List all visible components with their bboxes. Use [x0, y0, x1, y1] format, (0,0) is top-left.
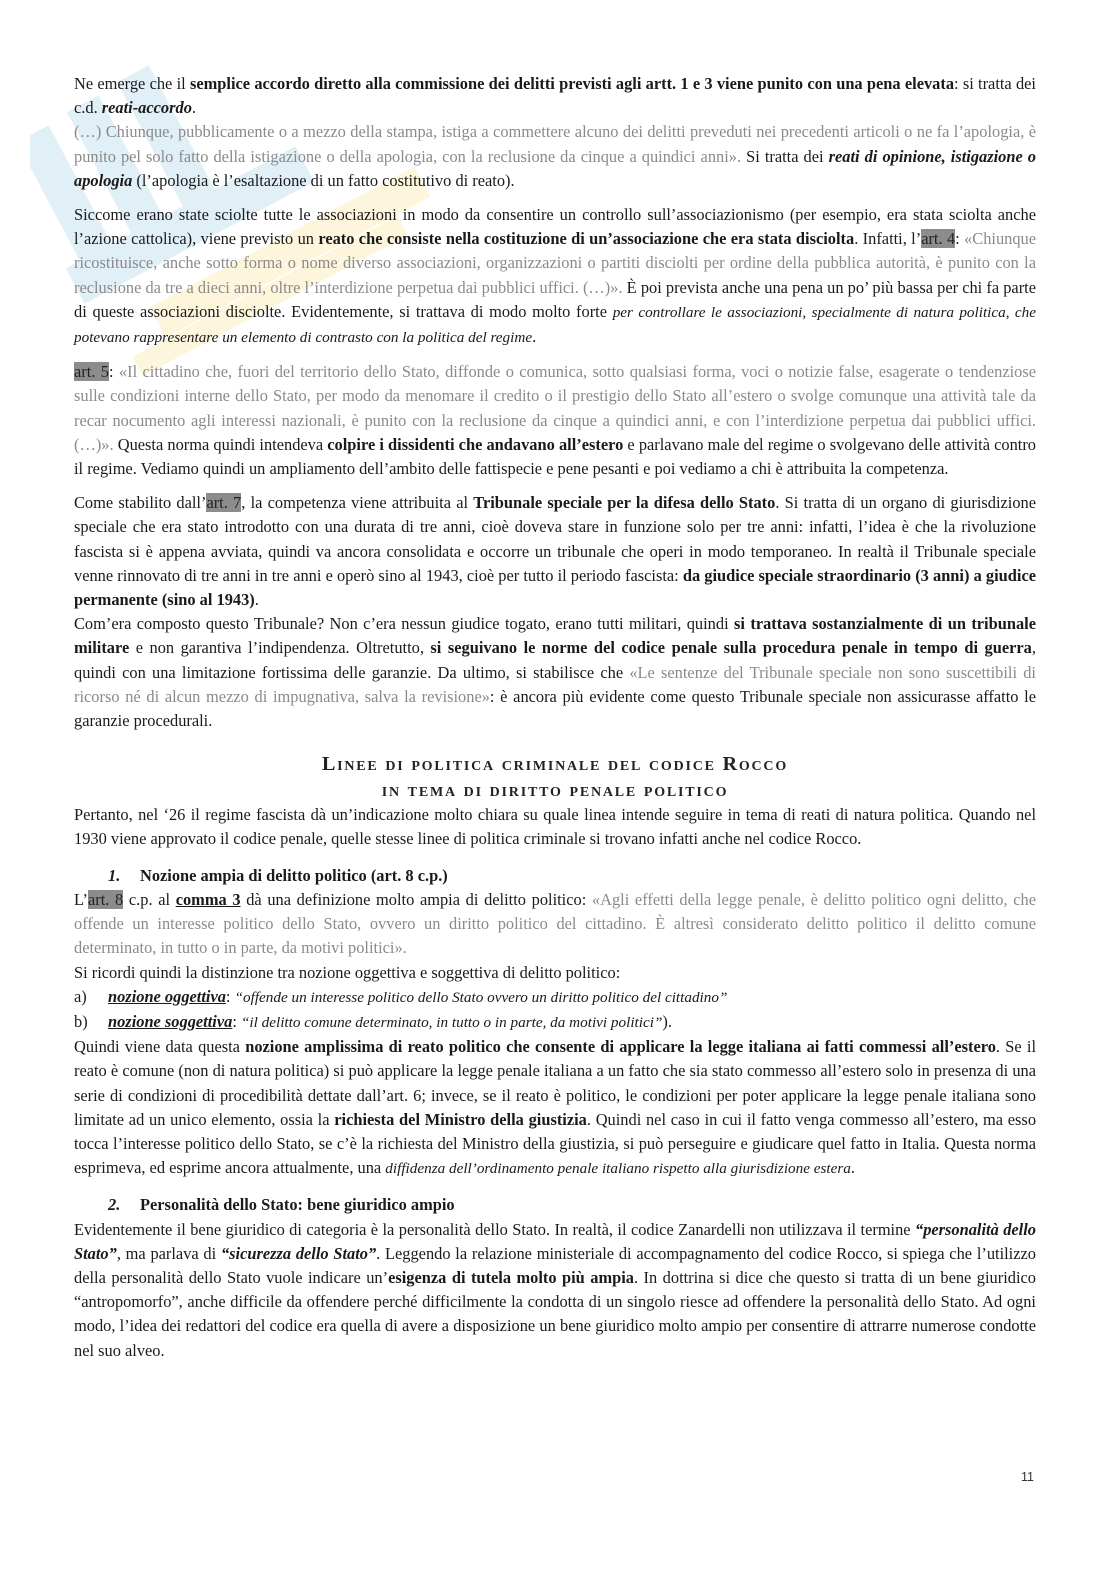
list-item: a) nozione oggettiva: “offende un interesse politico dello Stato ovvero un diritto politico del cittadino”	[74, 986, 728, 1006]
subsection-heading-2: 2. Personalità dello Stato: bene giuridico ampio	[108, 1195, 455, 1215]
paragraph-intro: Pertanto, nel ‘26 il regime fascista dà un’indicazione molto chiara su quale linea intende seguire in tema di reati di natura politica. Quando nel 1930 viene approvato il codice penale, quelle stesse linee di politica criminale si trovano infatti anche nel codice Rocco.	[74, 805, 1036, 849]
quote-text: (…) Chiunque, pubblicamente o a mezzo della stampa, istiga a commettere alcuno dei delitti preveduti nei precedenti articoli o ne fa l’apologia, è punito pel solo fatto della istigazione o della apologia, con la reclusione da cinque a quindici anni».	[74, 122, 1036, 166]
paragraph-composizione-tribunale: Com’era composto questo Tribunale? Non c’era nessun giudice togato, erano tutti militari, quindi si trattava sostanzialmente di un tribunale militare e non garantiva l’indipendenza. Oltretutto, si seguivano le norme del codice penale sulla procedura penale in tempo di guerra, quindi con una limitazione fortissima delle garanzie. Da ultimo, si stabilisce che «Le sentenze del Tribunale speciale non sono suscettibili di ricorso né di alcun mezzo di impugnativa, salva la revisione»: è ancora più evidente come questo Tribunale speciale non assicurasse affatto le garanzie procedurali.	[74, 614, 1036, 731]
paragraph-art-5: art. 5: «Il cittadino che, fuori del territorio dello Stato, diffonde o comunica, sotto qualsiasi forma, voci o notizie false, esagerate o tendenziose sulle condizioni interne dello Stato, per modo da menomare il credito o il prestigio dello Stato all’estero o svolge comunque una attività tale da recar nocumento agli interessi nazionali, è punito con la reclusione da cinque a quindici anni, e con l’interdizione perpetua dai pubblici uffici. (…)». Questa norma quindi intendeva colpire i dissidenti che andavano all’estero e parlavano male del regime o svolgevano delle attività contro il regime. Vediamo quindi un ampliamento dell’ambito delle fattispecie e pene pesanti e poi vediamo a chi è attribuita la competenza.	[74, 362, 1036, 479]
article-link-art-4[interactable]: art. 4	[921, 229, 956, 249]
page-number: 11	[1021, 1470, 1034, 1484]
list-item: b) nozione soggettiva: “il delitto comune determinato, in tutto o in parte, da motivi politici”).	[74, 1011, 672, 1031]
paragraph-art-8: L’art. 8 c.p. al comma 3 dà una definizione molto ampia di delitto politico: «Agli effetti della legge penale, è delitto politico ogni delitto, che offende un interesse politico dello Stato, ovvero un diritto politico del cittadino. È altresì considerato delitto politico il delitto comune determinato, in tutto o in parte, da motivi politici». Si ricordi quindi la distinzione tra nozione oggettiva e soggettiva di delitto politico:	[74, 889, 1037, 982]
paragraph-nozione-amplissima: Quindi viene data questa nozione amplissima di reato politico che consente di applicare la legge italiana ai fatti commessi all’estero. Se il reato è comune (non di natura politica) si può applicare la legge penale italiana a un fatto che sia stato commesso all’estero solo in presenza di una serie di condizioni di procedibilità dettate dall’art. 6; invece, se il reato è politico, le condizioni per poter applicare la legge penale italiana sono limitate ad un unico elemento, ossia la richiesta del Ministro della giustizia. Quindi nel caso in cui il fatto venga commesso all’estero, ma esso tocca l’interesse politico dello Stato, se c’è la richiesta del Ministro della giustizia, si può perseguire e giudicare quel fatto in Italia. Questa norma esprimeva, ed esprime ancora attualmente, una diffidenza dell’ordinamento penale italiano rispetto alla giurisdizione estera.	[74, 1037, 1037, 1178]
paragraph-personalita-stato: Evidentemente il bene giuridico di categoria è la personalità dello Stato. In realtà, il codice Zanardelli non utilizzava il termine “personalità dello Stato”, ma parlava di “sicurezza dello Stato”. Leggendo la relazione ministeriale di accompagnamento del codice Rocco, si spiega che l’utilizzo della personalità dello Stato vuole indicare un’esigenza di tutela molto più ampia. In dottrina si dice che questo si tratta di un bene giuridico “antropomorfo”, anche difficile da offendere perché difficilmente la condotta di un singolo riesce ad offendere la personalità dello Stato. Ad ogni modo, l’idea dei redattori del codice era quella di avere a disposizione un bene giuridico molto ampio per consentire di attrarre numerose condotte nel suo alveo.	[74, 1219, 1036, 1360]
document-body	[74, 72, 1036, 1363]
paragraph-tribunale-speciale: Come stabilito dall’art. 7, la competenza viene attribuita al Tribunale speciale per la difesa dello Stato. Si tratta di un organo di giurisdizione speciale che era stato introdotto con una durata di tre anni, cioè doveva stare in funzione solo per tre anni: infatti, l’idea è che la rivoluzione fascista si è appena avviata, quindi va ancora consolidata e occorre un tribunale che operi in modo temporaneo. In realtà il Tribunale speciale venne rinnovato di tre anni in tre anni e operò sino al 1943, cioè per tutto il periodo fascista: da giudice speciale straordinario (3 anni) a giudice permanente (sino al 1943).	[74, 493, 1037, 610]
article-link-art-8[interactable]: art. 8	[87, 889, 124, 909]
paragraph-associazioni: Siccome erano state sciolte tutte le associazioni in modo da consentire un controllo sull’associazionismo (per esempio, era stata sciolta anche l’azione cattolica), viene previsto un reato che consiste nella costituzione di un’associazione che era stata disciolta. Infatti, l’art. 4: «Chiunque ricostituisce, anche sotto forma o nome diverso associazioni, organizzazioni o partiti disciolti per ordine della pubblica autorità, è punito con la reclusione da tre a dieci anni, oltre l’interdizione perpetua dai pubblici uffici. (…)». È poi prevista anche una pena un po’ più bassa per chi fa parte di queste associazioni disciolte. Evidentemente, si trattava di modo molto forte per controllare le associazioni, specialmente di natura politica, che potevano rappresentare un elemento di contrasto con la politica del regime.	[74, 205, 1037, 347]
article-link-art-7[interactable]: art. 7	[206, 493, 242, 513]
quote-text: «Agli effetti della legge penale, è delitto politico ogni delitto, che offende un interesse politico dello Stato, ovvero un diritto politico del cittadino. È altresì considerato delitto politico il delitto comune determinato, in tutto o in parte, da motivi politici».	[74, 889, 1037, 958]
quote-text: «Chiunque ricostituisce, anche sotto forma o nome diverso associazioni, organizzazioni o partiti disciolti per ordine della pubblica autorità, è punito con la reclusione da tre a dieci anni, oltre l’interdizione perpetua dai pubblici uffici. (…)».	[74, 229, 1037, 297]
comma-3-link[interactable]: comma 3	[175, 889, 241, 909]
paragraph-reati-accordo: Ne emerge che il semplice accordo diretto alla commissione dei delitti previsti agli artt. 1 e 3 viene punito con una pena elevata: si tratta dei c.d. reati-accordo. (…) Chiunque, pubblicamente o a mezzo della stampa, istiga a commettere alcuno dei delitti preveduti nei precedenti articoli o ne fa l’apologia, è punito pel solo fatto della istigazione o della apologia, con la reclusione da cinque a quindici anni». Si tratta dei reati di opinione, istigazione o apologia (l’apologia è l’esaltazione di un fatto costitutivo di reato).	[74, 74, 1036, 190]
quote-text: «Il cittadino che, fuori del territorio dello Stato, diffonde o comunica, sotto qualsiasi forma, voci o notizie false, esagerate o tendenziose sulle condizioni interne dello Stato, per modo da menomare il credito o il prestigio dello Stato all’estero o svolge comunque una attività tale da recar nocumento agli interessi nazionali, è punito con la reclusione da cinque a quindici anni, e con l’interdizione perpetua dai pubblici uffici. (…)».	[74, 362, 1036, 454]
subsection-heading-1: 1. Nozione ampia di delitto politico (art. 8 c.p.)	[108, 865, 448, 885]
quote-text: «Le sentenze del Tribunale speciale non sono suscettibili di ricorso né di alcun mezzo di impugnativa, salva la revisione»	[74, 662, 1036, 706]
section-heading: Linee di politica criminale del codice Rocco in tema di diritto penale politico	[321, 753, 789, 802]
article-link-art-5[interactable]: art. 5	[74, 362, 109, 382]
